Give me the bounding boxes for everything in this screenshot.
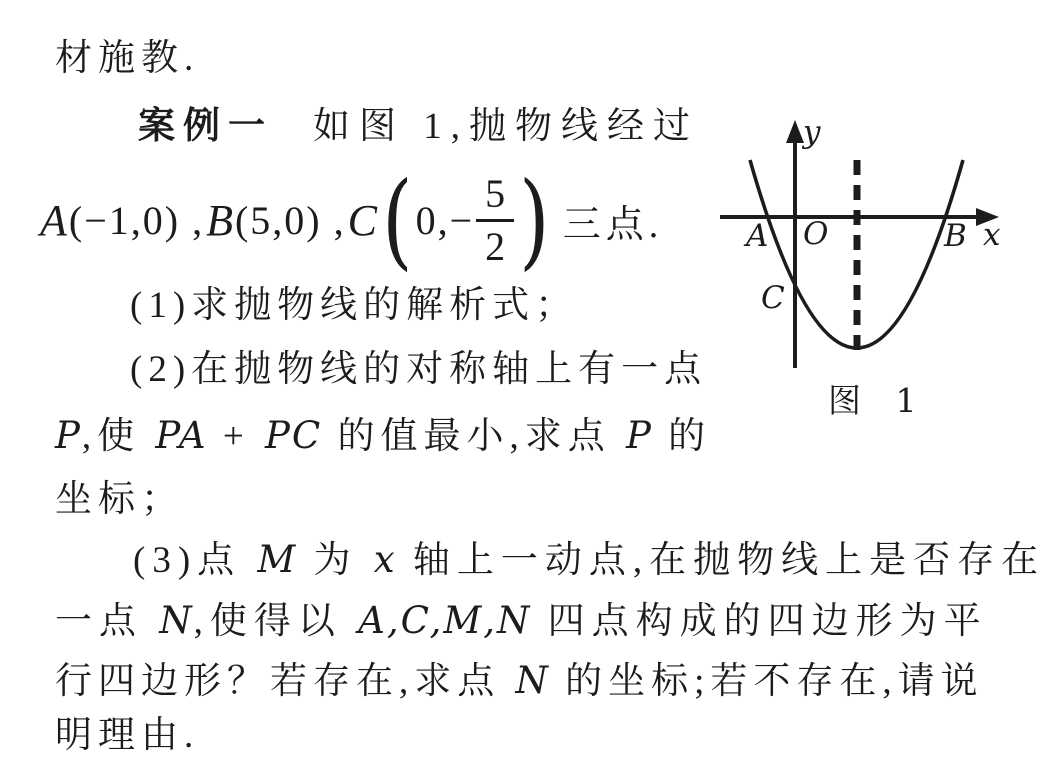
segment-pa: PA xyxy=(155,414,208,457)
q2-text-3: 的 xyxy=(652,416,712,457)
figure-caption: 图 1 xyxy=(828,381,929,420)
question-3-line-1 xyxy=(133,537,1045,584)
question-1: (1)求抛物线的解析式； xyxy=(130,285,579,326)
x-axis-label: x xyxy=(983,217,1001,253)
point-b-coords: (5,0) , xyxy=(234,197,346,243)
segment-pc: PC xyxy=(265,414,323,457)
case-intro: 如图 1,抛物线经过 xyxy=(313,106,699,147)
open-paren: ( xyxy=(382,158,413,281)
q2-text-2: 的值最小,求点 xyxy=(322,416,626,457)
close-paren: ) xyxy=(519,158,550,281)
point-n-symbol-2: N xyxy=(515,659,550,702)
point-c-inner: 0,− xyxy=(415,197,475,243)
figure-1 xyxy=(700,100,1035,435)
fraction-five-halves xyxy=(476,172,514,269)
question-3-line-4: 明理由. xyxy=(55,715,200,756)
question-2-line-1: (2)在抛物线的对称轴上有一点 xyxy=(130,349,708,390)
point-p-symbol-2: P xyxy=(625,414,653,457)
question-3-line-2 xyxy=(55,598,988,645)
point-a-coords: (−1,0) , xyxy=(68,197,205,243)
question-2-line-2 xyxy=(55,413,711,460)
point-a-label: A xyxy=(746,218,769,254)
case-heading-line xyxy=(138,103,699,150)
q3-text-8: 的坐标;若不存在,请说 xyxy=(549,661,984,702)
point-b-symbol: B xyxy=(206,195,233,245)
formula-suffix: 三点. xyxy=(562,203,664,246)
q3-text-1: (3)点 xyxy=(133,540,258,581)
q3-text-3: 轴上一动点,在抛物线上是否存在 xyxy=(396,540,1046,581)
point-n-symbol: N xyxy=(159,599,194,642)
x-variable: x xyxy=(373,538,397,581)
question-2-line-3: 坐标； xyxy=(55,479,184,520)
fraction-denominator: 2 xyxy=(485,223,506,269)
fraction-numerator: 5 xyxy=(476,172,514,222)
point-a-symbol: A xyxy=(40,195,67,245)
points-acmn: A,C,M,N xyxy=(358,599,532,642)
q2-text: ,使 xyxy=(81,416,156,457)
text-line-1: 材施教. xyxy=(55,38,200,79)
y-axis-label: y xyxy=(803,114,821,150)
question-3-line-3 xyxy=(55,658,984,705)
point-m-symbol: M xyxy=(257,538,298,581)
q3-text-7: 行四边形？若存在,求点 xyxy=(55,661,516,702)
case-label: 案例一 xyxy=(138,105,273,146)
point-c-label: C xyxy=(761,280,785,316)
point-c-symbol: C xyxy=(347,195,377,245)
y-axis-arrow-icon xyxy=(786,120,804,143)
plus-sign: + xyxy=(207,416,266,457)
formula-line xyxy=(38,160,663,280)
origin-label: O xyxy=(803,216,829,252)
point-b-label: B xyxy=(944,218,967,254)
q3-text-5: ,使得以 xyxy=(193,601,359,642)
point-p-symbol: P xyxy=(55,414,82,457)
q3-text-2: 为 xyxy=(297,540,374,581)
q3-text-6: 四点构成的四边形为平 xyxy=(531,601,988,642)
q3-text-4: 一点 xyxy=(55,601,160,642)
